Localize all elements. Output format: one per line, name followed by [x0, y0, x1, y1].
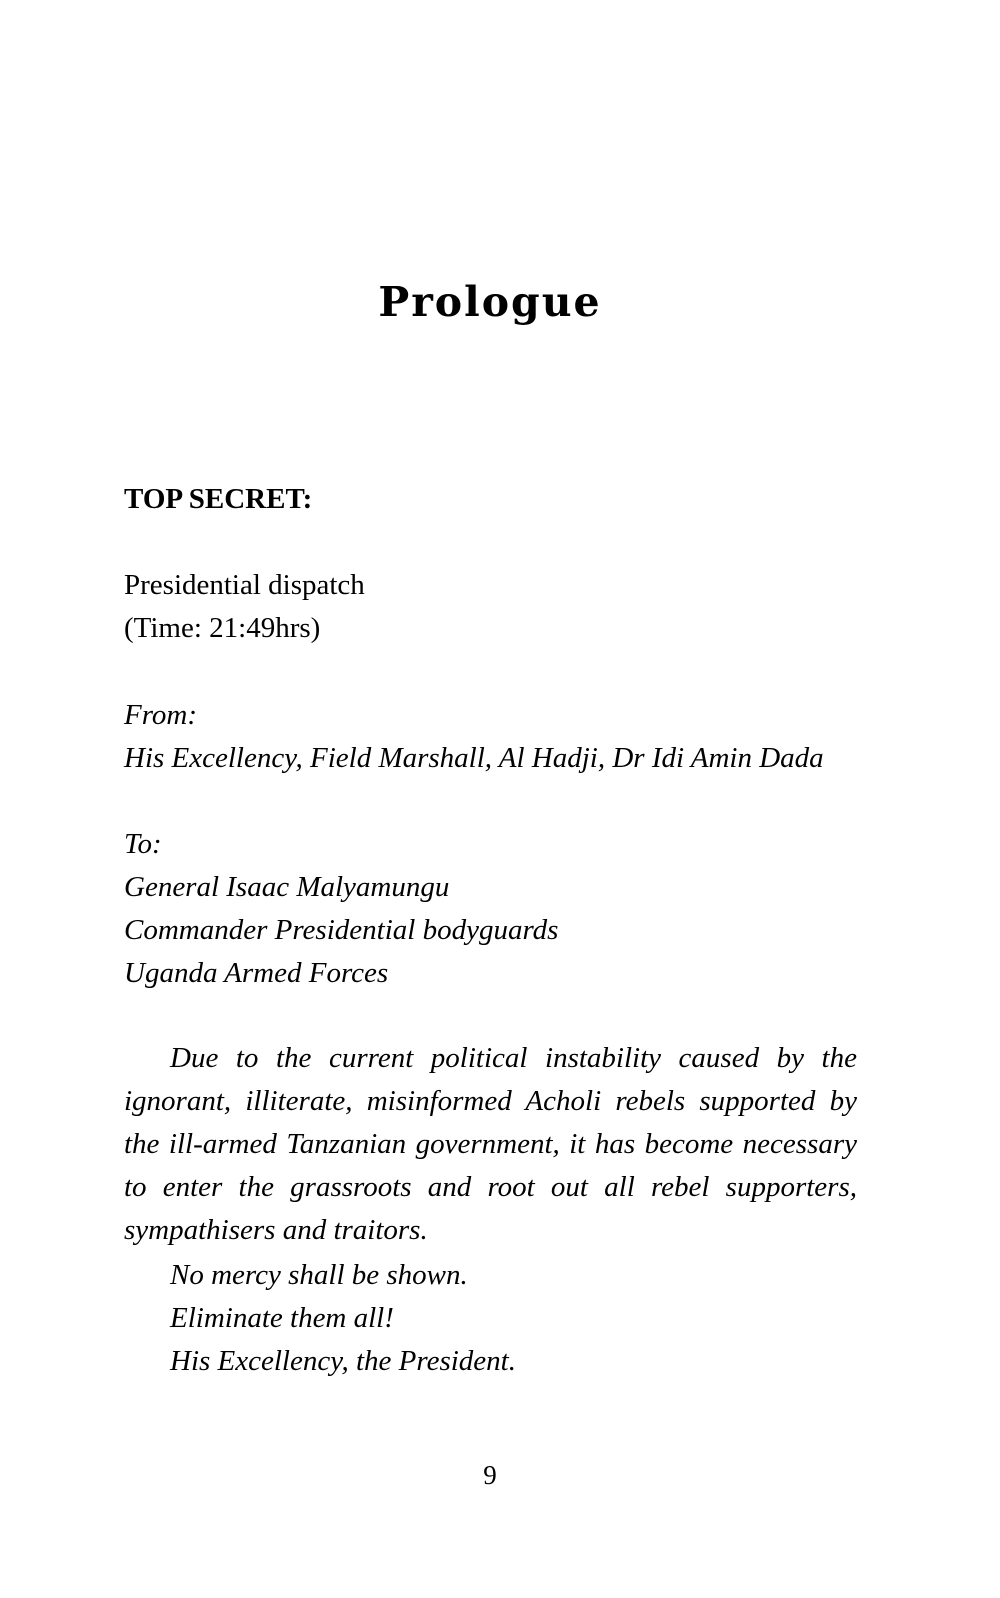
closing-line-mercy: No mercy shall be shown.: [170, 1259, 468, 1291]
sender: His Excellency, Field Marshall, Al Hadji, Dr Idi Amin Dada: [124, 742, 824, 774]
closing-line-order: Eliminate them all!: [170, 1302, 394, 1334]
from-label: From:: [124, 699, 198, 731]
to-label: To:: [124, 828, 162, 860]
dispatch-time: (Time: 21:49hrs): [124, 612, 321, 644]
recipient-name: General Isaac Malyamungu: [124, 871, 450, 903]
dispatch-type: Presidential dispatch: [124, 569, 365, 601]
recipient-title: Commander Presidential bodyguards: [124, 914, 559, 946]
dispatch-body-text: Due to the current political instability caused by the ignorant, illiterate, misinformed Acholi rebels supported by the ill-armed Tanzanian government, it has become necessary to enter the grassroots and root out all rebel supporters, sympathisers and traitors.: [124, 1042, 857, 1246]
page-number: 9: [483, 1460, 497, 1490]
recipient-organization: Uganda Armed Forces: [124, 957, 389, 989]
chapter-title: Prologue: [378, 278, 602, 326]
signature-line: His Excellency, the President.: [170, 1345, 516, 1377]
classification-heading: TOP SECRET:: [124, 483, 313, 515]
dispatch-body: [124, 1037, 857, 1252]
